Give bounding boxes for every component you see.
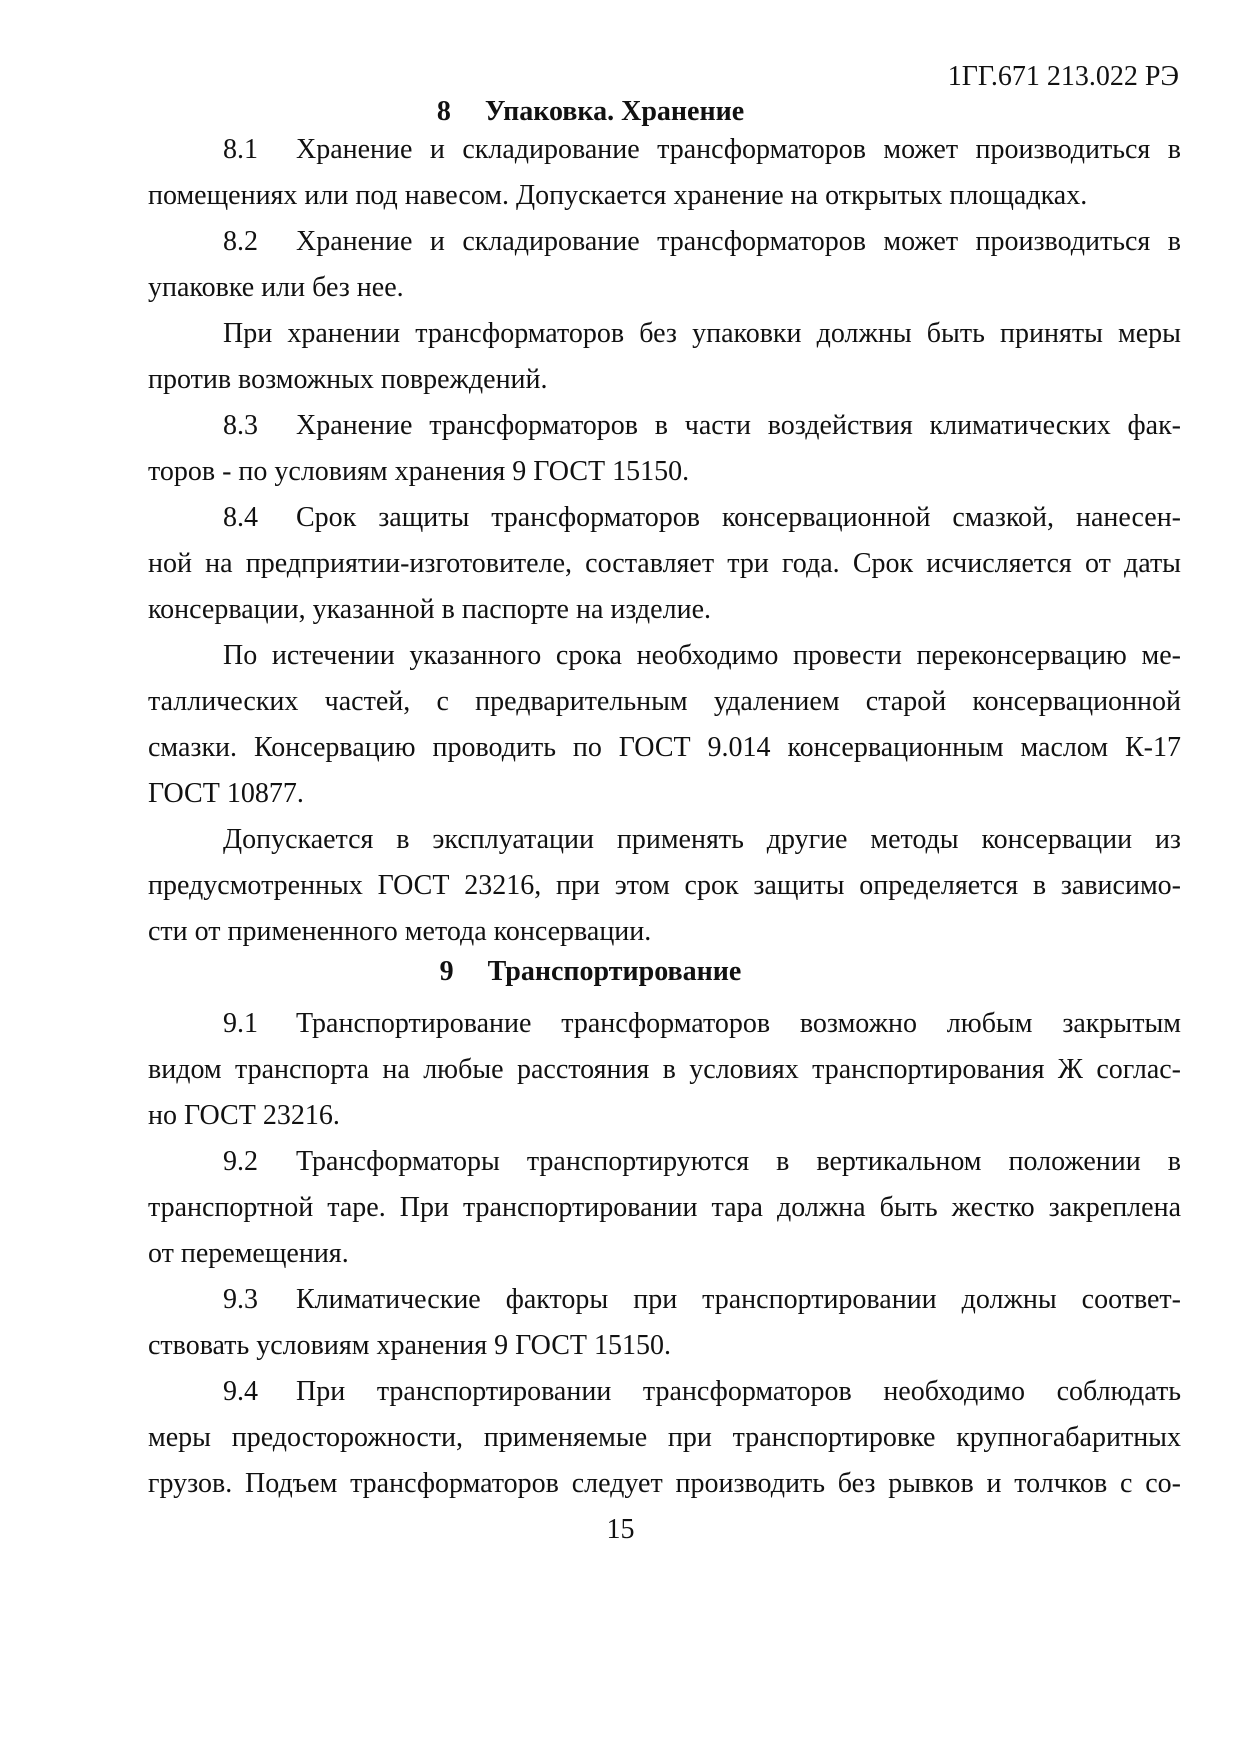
paragraph-8-2-line-2: упаковке или без нее. <box>148 272 404 303</box>
document-code: 1ГГ.671 213.022 РЭ <box>947 61 1179 92</box>
paragraph-9-1-line-2: видом транспорта на любые расстояния в условиях транспортирования Ж соглас- <box>148 1054 1181 1085</box>
section-9-title: Транспортирование <box>487 956 742 987</box>
section-9-number: 9 <box>439 956 454 987</box>
paragraph-8-2b-line-1: При хранении трансформаторов без упаковки должны быть приняты меры <box>223 318 1181 349</box>
paragraph-8-4c-line-3: сти от примененного метода консервации. <box>148 916 652 947</box>
paragraph-9-2-line-2: транспортной таре. При транспортировании тара должна быть жестко закреплена <box>148 1192 1181 1223</box>
clause-number: 9.3 <box>223 1284 258 1315</box>
paragraph-8-4b-line-4: ГОСТ 10877. <box>148 778 304 809</box>
page-number: 15 <box>606 1514 635 1545</box>
paragraph-8-4b-line-3: смазки. Консервацию проводить по ГОСТ 9.014 консервационным маслом К-17 <box>148 732 1181 763</box>
paragraph-8-1-line-1: 8.1 Хранение и складирование трансформаторов может производиться в <box>223 134 1181 165</box>
clause-number: 8.4 <box>223 502 258 533</box>
paragraph-9-2-line-1: 9.2 Трансформаторы транспортируются в вертикальном положении в <box>223 1146 1181 1177</box>
paragraph-9-2-line-3: от перемещения. <box>148 1238 349 1269</box>
paragraph-8-3-line-2: торов - по условиям хранения 9 ГОСТ 15150. <box>148 456 690 487</box>
clause-number: 9.4 <box>223 1376 258 1407</box>
paragraph-8-4c-line-2: предусмотренных ГОСТ 23216, при этом срок защиты определяется в зависимо- <box>148 870 1181 901</box>
paragraph-9-3-line-1: 9.3 Климатические факторы при транспортировании должны соответ- <box>223 1284 1181 1315</box>
paragraph-8-4-line-1: 8.4 Срок защиты трансформаторов консервационной смазкой, нанесен- <box>223 502 1181 533</box>
clause-number: 8.2 <box>223 226 258 257</box>
paragraph-9-1-line-1: 9.1 Транспортирование трансформаторов возможно любым закрытым <box>223 1008 1181 1039</box>
section-9-heading <box>0 955 1181 989</box>
paragraph-9-4-line-3: грузов. Подъем трансформаторов следует производить без рывков и толчков с со- <box>148 1468 1181 1499</box>
clause-number: 9.1 <box>223 1008 258 1039</box>
clause-number: 8.3 <box>223 410 258 441</box>
paragraph-9-4-line-1: 9.4 При транспортировании трансформаторов необходимо соблюдать <box>223 1376 1181 1407</box>
paragraph-8-4b-line-2: таллических частей, с предварительным удалением старой консервационной <box>148 686 1181 717</box>
paragraph-8-1-line-2: помещениях или под навесом. Допускается хранение на открытых площадках. <box>148 180 1088 211</box>
section-8-number: 8 <box>436 96 451 127</box>
paragraph-8-4-line-3: консервации, указанной в паспорте на изделие. <box>148 594 711 625</box>
paragraph-8-2b-line-2: против возможных повреждений. <box>148 364 548 395</box>
paragraph-8-4b-line-1: По истечении указанного срока необходимо провести переконсервацию ме- <box>223 640 1181 671</box>
clause-number: 8.1 <box>223 134 258 165</box>
section-8-heading <box>0 95 1181 129</box>
paragraph-9-1-line-3: но ГОСТ 23216. <box>148 1100 340 1131</box>
paragraph-9-4-line-2: меры предосторожности, применяемые при транспортировке крупногабаритных <box>148 1422 1181 1453</box>
paragraph-9-3-line-2: ствовать условиям хранения 9 ГОСТ 15150. <box>148 1330 671 1361</box>
clause-number: 9.2 <box>223 1146 258 1177</box>
paragraph-8-2-line-1: 8.2 Хранение и складирование трансформаторов может производиться в <box>223 226 1181 257</box>
paragraph-8-3-line-1: 8.3 Хранение трансформаторов в части воздействия климатических фак- <box>223 410 1181 441</box>
section-8-title: Упаковка. Хранение <box>484 96 745 127</box>
paragraph-8-4-line-2: ной на предприятии-изготовителе, составляет три года. Срок исчисляется от даты <box>148 548 1181 579</box>
paragraph-8-4c-line-1: Допускается в эксплуатации применять другие методы консервации из <box>223 824 1181 855</box>
